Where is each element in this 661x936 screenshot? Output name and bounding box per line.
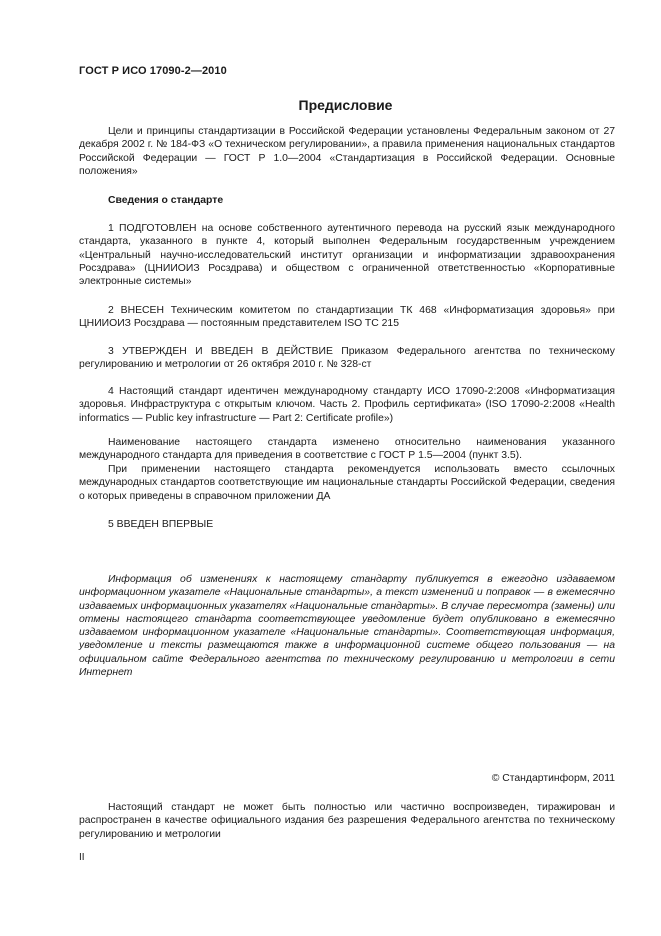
rights-paragraph: Настоящий стандарт не может быть полностью или частично воспроизведен, тиражирован и распространен в качестве официального издания без разрешения Федерального агентства по техническому регулированию и метрологии — [79, 802, 615, 840]
item-4-paragraph: 4 Настоящий стандарт идентичен международному стандарту ИСО 17090-2:2008 «Информатизация здоровья. Инфраструктура с открытым ключом. Часть 2. Профиль сертификата» (ISO 17090-2:2008 «Health informatics — Public key infrastructure — Part 2: Certificate profile») — [79, 386, 615, 424]
document-header: ГОСТ Р ИСО 17090-2—2010 — [79, 65, 227, 77]
item-2-paragraph: 2 ВНЕСЕН Техническим комитетом по стандартизации ТК 468 «Информатизация здоровья» при ЦНИИОИЗ Росздрава — постоянным представителем ISO TC 215 — [79, 305, 615, 330]
item-1-paragraph: 1 ПОДГОТОВЛЕН на основе собственного аутентичного перевода на русский язык международного стандарта, указанного в пункте 4, который выполнен Федеральным государственным учреждением «Центральный научно-исследовательский институт организации и информатизации здравоохранения Росздрава» (ЦНИИОИЗ Росздрава) и обществом с ограниченной ответственностью «Корпоративные электронные системы» — [79, 223, 615, 288]
notice-paragraph: Информация об изменениях к настоящему стандарту публикуется в ежегодно издаваемом информационном указателе «Национальные стандарты», а текст изменений и поправок — в ежемесячно издаваемых информационных указателях «Национальные стандарты». В случае пересмотра (замены) или отмены настоящего стандарта соответствующее уведомление будет опубликовано в ежемесячно издаваемом информационном указателе «Национальные стандарты». Соответствующая информация, уведомление и тексты размещаются также в информационной системе общего пользования — на официальном сайте Федерального агентства по техническому регулированию и метрологии в сети Интернет — [79, 574, 615, 679]
page-title: Предисловие — [298, 97, 393, 113]
page-number: II — [79, 852, 85, 863]
references-paragraph: При применении настоящего стандарта рекомендуется использовать вместо ссылочных международных стандартов соответствующие им национальные стандарты Российской Федерации, сведения о которых приведены в справочном приложении ДА — [79, 464, 615, 502]
intro-paragraph: Цели и принципы стандартизации в Российской Федерации установлены Федеральным законом от 27 декабря 2002 г. № 184-ФЗ «О техническом регулировании», а правила применения национальных стандартов Российской Федерации — ГОСТ Р 1.0—2004 «Стандартизация в Российской Федерации. Основные положения» — [79, 126, 615, 177]
item-5-paragraph: 5 ВВЕДЕН ВПЕРВЫЕ — [108, 519, 214, 530]
item-3-paragraph: 3 УТВЕРЖДЕН И ВВЕДЕН В ДЕЙСТВИЕ Приказом Федерального агентства по техническому регулированию и метрологии от 26 октября 2010 г. № 328-ст — [79, 346, 615, 371]
section-subtitle: Сведения о стандарте — [108, 195, 224, 206]
copyright-line: © Стандартинформ, 2011 — [491, 773, 615, 784]
name-change-paragraph: Наименование настоящего стандарта изменено относительно наименования указанного международного стандарта для приведения в соответствие с ГОСТ Р 1.5—2004 (пункт 3.5). — [79, 437, 615, 462]
